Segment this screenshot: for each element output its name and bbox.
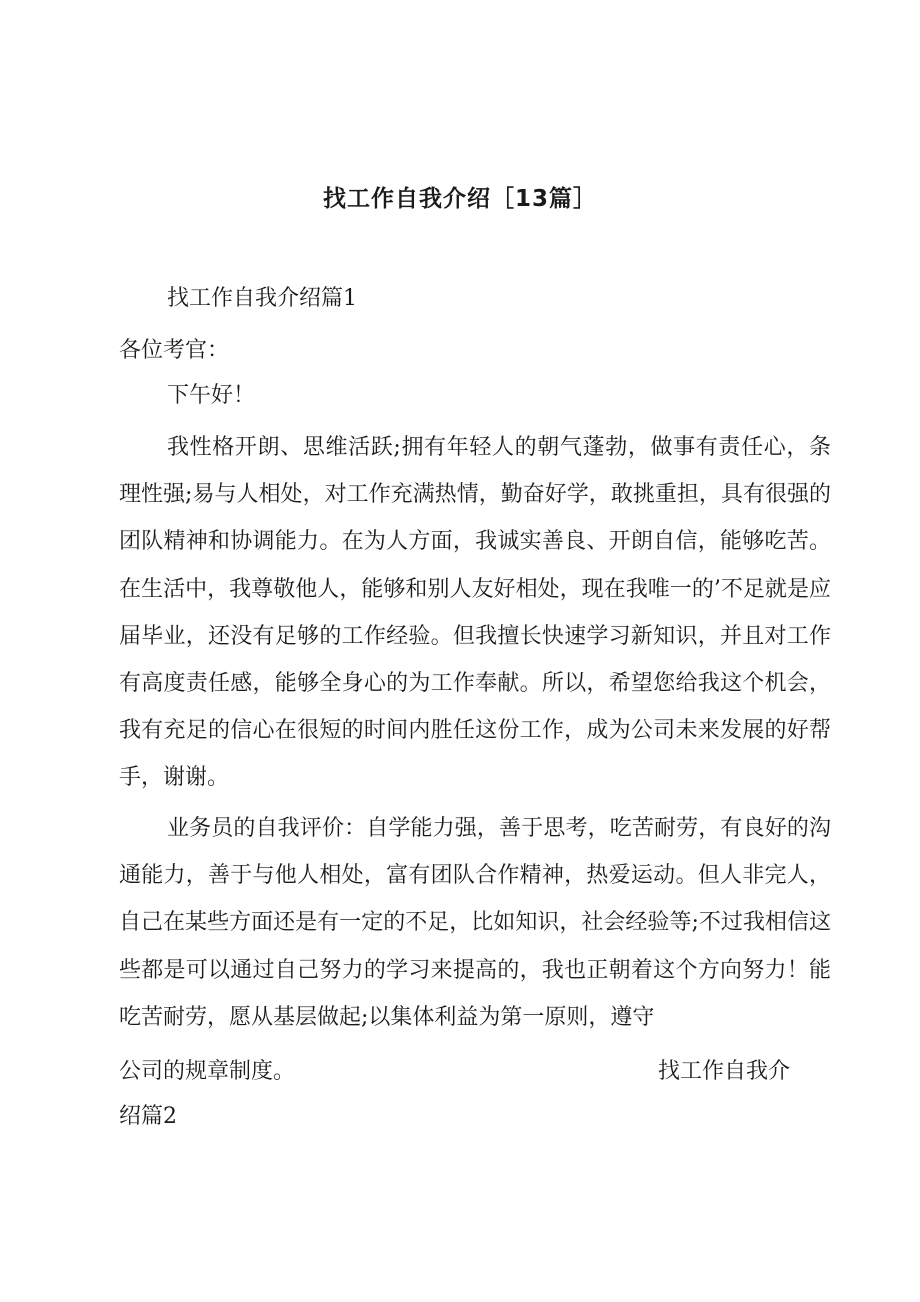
salutation: 各位考官：	[119, 338, 230, 363]
paragraph-2-tail: 公司的规章制度。	[119, 1059, 296, 1084]
paragraph-2: 业务员的自我评价：自学能力强，善于思考，吃苦耐劳，有良好的沟通能力，善于与他人相处，富有团队合作精神，热爱运动。但人非完人，自己在某些方面还是有一定的不足，比如知识，社会经验等;不过我相信这些都是可以通过自己努力的学习来提高的，我也正朝着这个方向努力！能吃苦耐劳，愿从基层做起;以集体利益为第一原则，遵守	[119, 816, 831, 1030]
paragraph-1: 我性格开朗、思维活跃;拥有年轻人的朝气蓬勃，做事有责任心，条理性强;易与人相处，对工作充满热情，勤奋好学，敢挑重担，具有很强的团队精神和协调能力。在为人方面，我诚实善良、开朗自信，能够吃苦。在生活中，我尊敬他人，能够和别人友好相处，现在我唯一的’不足就是应届毕业，还没有足够的工作经验。但我擅长快速学习新知识，并且对工作有高度责任感，能够全身心的为工作奉献。所以，希望您给我这个机会，我有充足的信心在很短的时间内胜任这份工作，成为公司未来发展的好帮手，谢谢。	[119, 435, 831, 791]
section-heading-2-part1: 找工作自我介	[658, 1059, 791, 1084]
document-title: 找工作自我介绍［13篇］	[322, 186, 597, 212]
section-heading-2-part2: 绍篇2	[119, 1104, 177, 1129]
greeting: 下午好！	[167, 383, 256, 408]
section-heading-1: 找工作自我介绍篇1	[167, 286, 357, 311]
